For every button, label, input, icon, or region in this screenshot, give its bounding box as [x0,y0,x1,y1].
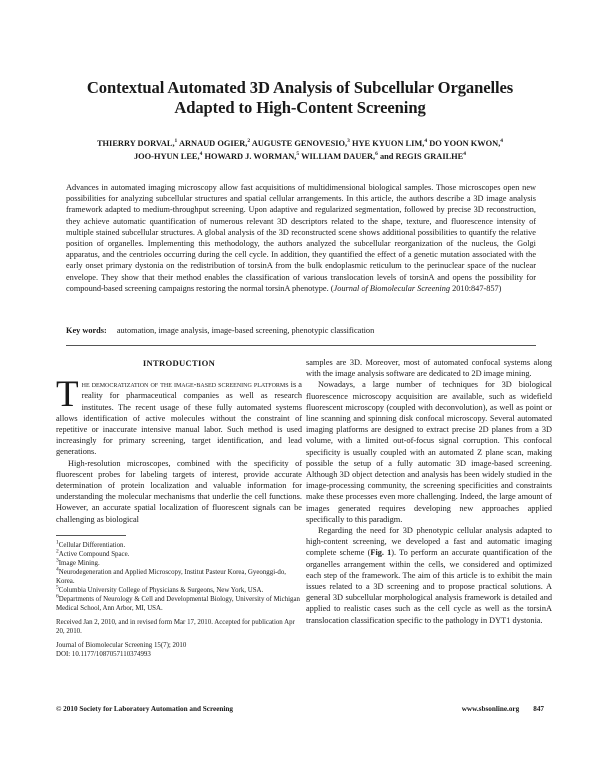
footnote [56,550,302,559]
right-paragraph-3-text: Regarding the need for 3D phenotypic cellular analysis adapted to high-content screening, we developed a fast and automatic imaging complete scheme ( [306,526,552,558]
abstract-body: Advances in automated imaging microscopy allow fast acquisitions of multidimensional biological samples. Those microscopes open new possibilities for analyzing subcellular structures and spatial cellular arrangements. In this article, the authors describe a 3D image analysis framework adapted to medium-throughput screening. Upon adaptive and regularized segmentation, followed by precise 3D reconstruction, they achieve automatic quantification of numerous relevant 3D descriptors related to the shape, texture, and fluorescence intensity of multiple stained subcellular structures. A global analysis of the 3D reconstructed scene shows additional possibilities to quantify the relative position of organelles. Implementing this methodology, the authors analyzed the subcellular reorganization of the nucleus, the Golgi apparatus, and the centrioles occurring during the cell cycle. In addition, they quantified the effect of a genetic mutation associated with the early onset primary dystonia on the redistribution of torsinA from the bulk endoplasmic reticulum to the perinuclear space of the nuclear envelope. They show that their method enables the classification of various translocation levels of torsinA and opens the possibility for compound-based screening campaigns restoring the normal torsinA phenotype. ( [66,183,536,293]
footnote-text: Cellular Differentiation. [58,541,126,549]
affiliation-mark: 1 [174,138,178,145]
affiliation-mark: 4 [424,138,428,145]
figure-reference[interactable]: Fig. 1 [370,548,392,558]
author-name: WILLIAM DAUER, [301,152,376,161]
title-line-1: Contextual Automated 3D Analysis of Subcellular Organelles [86,78,514,97]
introduction-heading: INTRODUCTION [142,358,216,368]
footnote [56,586,302,595]
affiliation-mark: 4 [199,151,203,158]
author-name: HYE KYUON LIM, [351,139,425,148]
footnote-number: 1 [56,539,59,546]
author-name: HOWARD J. WORMAN, [204,152,297,161]
received-dates: Received Jan 2, 2010, and in revised form Mar 17, 2010. Accepted for publication Apr 20, 2010. [56,618,295,635]
footnote-text: Image Mining. [58,559,100,567]
footnote-number: 6 [56,593,59,600]
author-name: DO YOON KWON, [429,139,501,148]
footnote [56,568,302,586]
abstract-citation: 2010:847-857) [450,283,502,293]
footnote-text: Neurodegeneration and Applied Microscopy, Institut Pasteur Korea, Gyeonggi-do, Korea. [56,568,287,585]
footnote-number: 4 [56,566,59,573]
footnote [56,559,302,568]
right-column [306,357,552,626]
keywords-label: Key words: [66,326,107,335]
page-footer-right [462,705,544,713]
footnote-text: Columbia University College of Physicians & Surgeons, New York, USA. [58,586,264,594]
author-name: ARNAUD OGIER, [178,139,248,148]
article-title [40,78,560,118]
footnote-number: 3 [56,557,59,564]
footnote-number: 2 [56,548,59,555]
keywords-text: automation, image analysis, image-based screening, phenotypic classification [116,326,375,335]
drop-cap: T [56,374,79,416]
authors-line-2 [50,150,550,163]
author-list [50,137,550,163]
affiliation-mark: 2 [247,138,251,145]
authors-line-1 [50,137,550,150]
affiliation-mark: 5 [296,151,300,158]
website-link[interactable]: www.sbsonline.org [461,705,520,713]
footnote-text: Departments of Neurology & Cell and Developmental Biology, University of Michigan Medical School, Ann Arbor, MI, USA. [56,595,300,612]
page-number: 847 [533,705,544,713]
author-name: THIERRY DORVAL, [96,139,175,148]
footnote-text: Active Compound Space. [58,550,130,558]
keywords [66,325,536,336]
doi: DOI: 10.1177/1087057110374993 [56,650,151,658]
right-paragraph-3 [306,525,552,626]
affiliation-mark: 4 [500,138,504,145]
intro-paragraph-2: High-resolution microscopes, combined with the specificity of fluorescent probes for labeling targets of interest, provide accurate determination of protein localization and valuable information for understanding the molecular mechanisms that underlie the cell functions. However, an accurate spatial localization of fluorescent signals can be challenging as biological [56,458,302,524]
title-line-2: Adapted to High-Content Screening [174,98,426,117]
footnote-number: 5 [56,584,59,591]
right-paragraph-1: samples are 3D. Moreover, most of automated confocal systems along with the image analysis software are dedicated to 2D image mining. [306,358,552,379]
affiliation-mark: 3 [347,138,350,145]
affiliation-mark: 4 [463,151,467,158]
left-column [56,356,302,659]
intro-lead-in: he democratization of the image-based screening platforms [81,380,289,390]
copyright-footer: © 2010 Society for Laboratory Automation and Screening [56,705,234,713]
footnote-divider [56,535,126,536]
journal-info [56,641,302,659]
author-name: AUGUSTE GENOVESIO, [251,139,348,148]
abstract-journal-name: Journal of Biomolecular Screening [333,283,451,293]
affiliation-mark: 6 [375,151,378,158]
right-paragraph-2: Nowadays, a large number of techniques for 3D biological fluorescence microscopy acquisition are available, such as widefield fluorescent microscopy (coupled with deconvolution), as well as point or line scanning and spinning disk confocal microscopy. Several automated imaging platforms are designed to extract precise 2D planes from a 3D volume, with a limited out-of-focus signal corruption. This confocal specificity is usually coupled with an automated Z plane scan, making possible the setup of a fully automatic 3D image-based screening. Although 3D object detection and analysis has been widely studied in the image-processing community, the screening specificities and constraints make these processes even more challenging. Indeed, the large amount of images generated requires developing new approaches applied specifically to this paradigm. [306,380,552,524]
section-divider [66,345,536,346]
footnote [56,595,302,613]
footnote [56,541,302,550]
abstract [66,182,536,294]
right-paragraph-3-text-cont: ). To perform an accurate quantification of the organelles arrangement within the cells, we considered and optimized each step of the framework. The aim of this article is to exhibit the main issues related to a 3D screening and to propose practical solutions. A general 3D subcellular morphological analysis framework is detailed and applied to realistic cases such as the cell cycle as well as the torsinA translocation classification specific to the pathology in DYT1 dystonia. [306,548,553,625]
author-name: and REGIS GRAILHE [379,152,464,161]
author-name: JOO-HYUN LEE, [133,152,200,161]
intro-paragraph-1 [56,374,302,457]
intro-paragraph-1-text: is a reality for pharmaceutical companies as well as research institutes. The recent usage of these fully automated systems allows identification of active molecules without the constraint of repetitive or inaccurate intensive manual labor. Such method is used increasingly for primary screening, target identification, and lead generations. [56,380,302,457]
journal-volume: Journal of Biomolecular Screening 15(7); 2010 [56,641,187,649]
